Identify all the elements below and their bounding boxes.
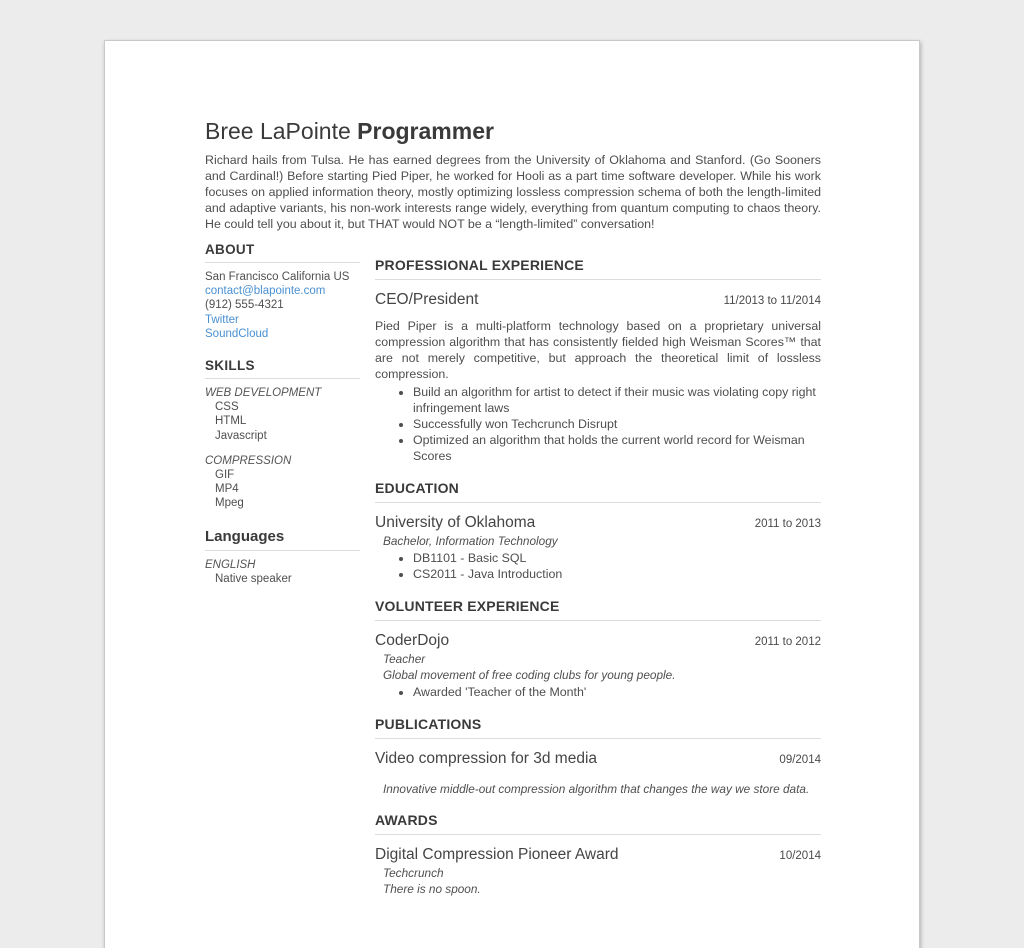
publication-description: Innovative middle-out compression algorithm that changes the way we store data. [383,782,810,796]
awards-section [375,812,821,896]
degree: Bachelor, Information Technology [383,534,558,548]
main-column [375,242,821,912]
entry-header [375,750,821,768]
skill-item: Mpeg [215,497,244,510]
summary-paragraph: Richard hails from Tulsa. He has earned degrees from the University of Oklahoma and Stanford. (Go Sooners and Cardinal!) Before starting Pied Piper, he worked for Hooli as a part time software developer. While his work focuses on applied information theory, mostly optimizing lossless compression schema of both the length-limited and adaptive variants, his non-work interests range widely, everything from quantum computing to chaos theory. He could tell you about it, but THAT would NOT be a “length-limited” conversation! [205,153,821,231]
publication-title: Video compression for 3d media [375,750,598,767]
publications-heading: PUBLICATIONS [375,716,821,739]
volunteer-highlight: • Awarded 'Teacher of the Month' [413,684,821,700]
about-location: San Francisco California US [205,271,350,283]
skill-item: CSS [215,401,239,414]
languages-section [205,528,360,586]
job-highlight: • Successfully won Techcrunch Disrupt [413,416,821,432]
award-date: 10/2014 [779,850,821,862]
volunteer-highlights [375,684,821,700]
person-role: Programmer [357,118,494,144]
content-columns [205,242,821,912]
email-link[interactable]: contact@blapointe.com [205,285,326,298]
soundcloud-link[interactable]: SoundCloud [205,327,269,340]
course-item: • CS2011 - Java Introduction [413,566,821,582]
sidebar [205,242,360,912]
education-section [375,480,821,582]
skills-heading: SKILLS [205,358,360,379]
job-title: CEO/President [375,291,479,308]
person-name: Bree LaPointe [205,118,351,144]
about-phone: (912) 555-4321 [205,299,284,312]
job-highlight: • Optimized an algorithm that holds the current world record for Weisman Scores [413,432,821,464]
skill-item: Javascript [215,429,267,442]
professional-experience-section [375,257,821,464]
publication-date: 09/2014 [779,754,821,766]
entry-header [375,846,821,864]
job-dates: 11/2013 to 11/2014 [723,295,821,307]
volunteer-experience-section [375,598,821,700]
awards-heading: AWARDS [375,812,821,835]
skill-group [205,386,360,443]
course-item: • DB1101 - Basic SQL [413,550,821,566]
about-heading: ABOUT [205,242,360,263]
award-description: There is no spoon. [383,882,481,896]
education-dates: 2011 to 2013 [754,518,821,530]
job-highlights [375,384,821,464]
resume-sheet [104,40,920,948]
skill-group-name: COMPRESSION [205,454,292,467]
volunteer-role: Teacher [383,652,426,666]
education-heading: EDUCATION [375,480,821,503]
award-title: Digital Compression Pioneer Award [375,846,619,863]
entry-header [375,291,821,309]
organization-name: CoderDojo [375,632,450,649]
professional-experience-heading: PROFESSIONAL EXPERIENCE [375,257,821,280]
entry-header [375,514,821,532]
volunteer-dates: 2011 to 2012 [754,636,821,648]
award-issuer: Techcrunch [383,866,444,880]
volunteer-experience-heading: VOLUNTEER EXPERIENCE [375,598,821,621]
languages-heading: Languages [205,528,360,551]
resume-title [205,118,821,145]
education-courses [375,550,821,582]
school-name: University of Oklahoma [375,514,536,531]
about-section [205,242,360,341]
job-description: Pied Piper is a multi-platform technology based on a proprietary universal compression algorithm that has consistently fielded high Weisman Scores™ that are not merely competitive, but approach the theoretical limit of lossless compression. [375,319,821,381]
volunteer-description: Global movement of free coding clubs for young people. [383,668,676,682]
job-highlight: • Build an algorithm for artist to detect if their music was violating copy right infringement laws [413,384,821,416]
skill-group [205,454,360,511]
entry-header [375,632,821,650]
skill-item: HTML [215,415,247,428]
skill-group-name: WEB DEVELOPMENT [205,387,322,400]
skill-item: MP4 [215,483,239,496]
twitter-link[interactable]: Twitter [205,313,239,326]
language-name: ENGLISH [205,558,256,571]
skill-item: GIF [215,469,235,482]
language-level: Native speaker [215,572,292,585]
skills-section [205,358,360,511]
publications-section [375,716,821,796]
